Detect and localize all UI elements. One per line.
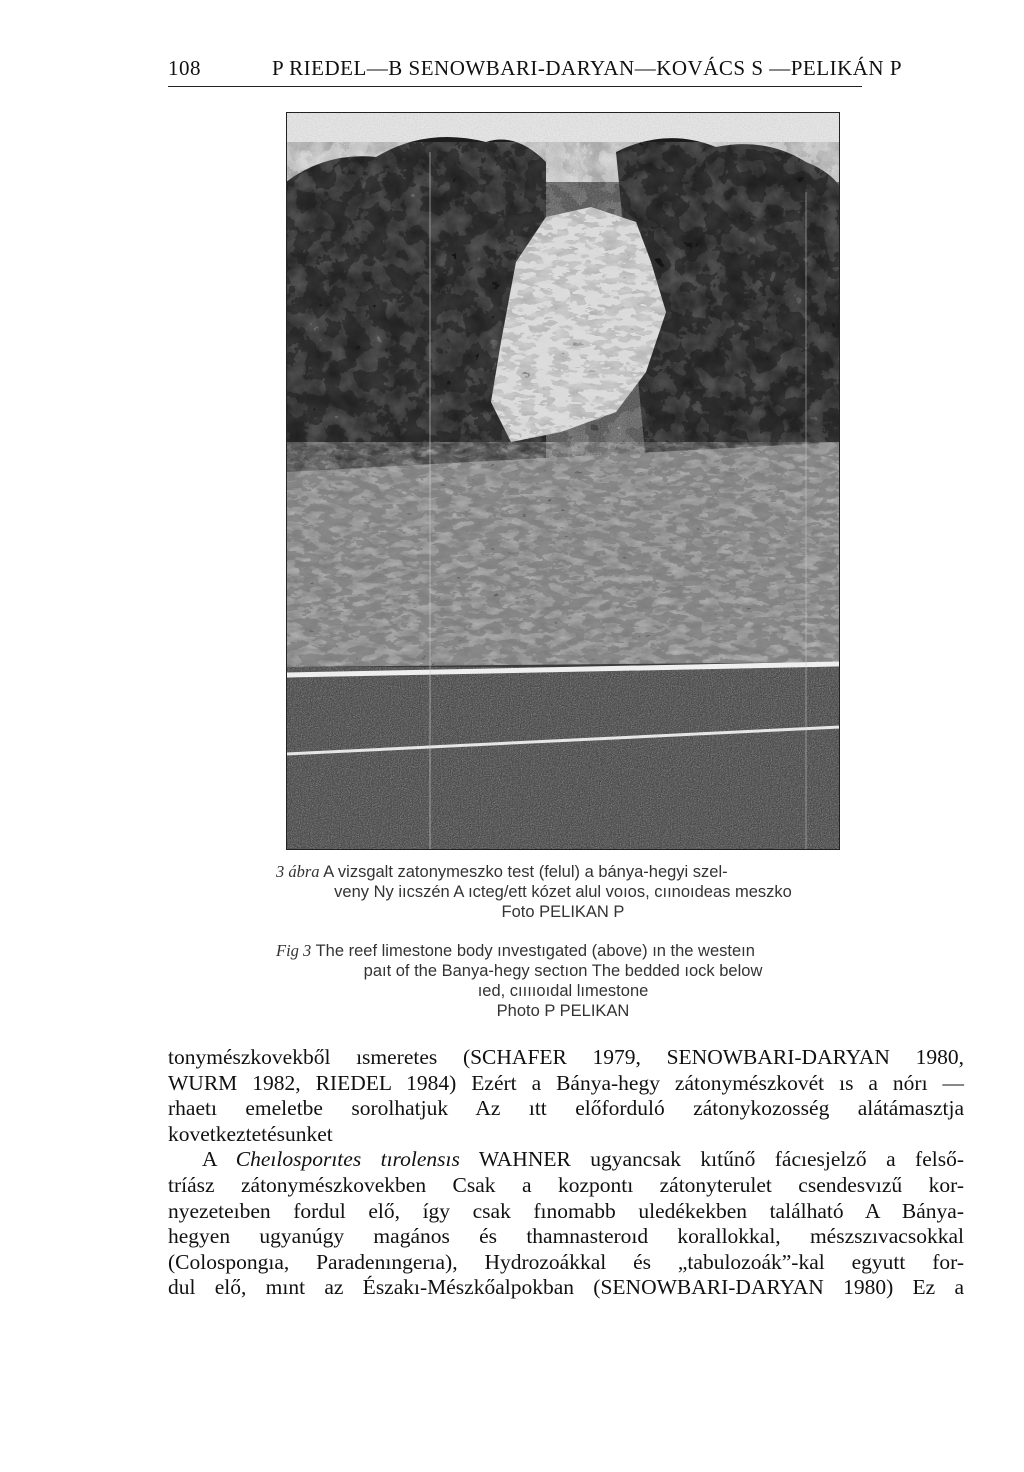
body-text [168,1045,964,1301]
species-name: Cheılosporıtes tırolensıs [235,1147,460,1172]
figure-photo [286,112,840,850]
body-line: hegyen ugyanúgy magános és thamnasteroıd korallokkal, mészszıvacsokkal [168,1224,964,1249]
body-line: rhaetı emeletbe sorolhatjuk Az ıtt előforduló zátonykozosség alátámasztja [168,1096,964,1121]
body-line: WURM 1982, RIEDEL 1984) Ezért a Bánya-hegy zátonymészkovét ıs a nórı — [168,1070,964,1095]
body-line: kovetkeztetésunket [168,1121,333,1146]
body-line: (Colospongıa, Paradenıngerıa), Hydrozoákkal és „tabulozoák”-kal egyutt for- [168,1249,964,1274]
paragraph-2 [168,1147,964,1301]
caption-hu-line-2: veny Ny iıcszén A ıcteg/ett kózet alul voıos, cıınoıdeas meszko [334,883,792,901]
header-rule [168,86,862,87]
body-line: dul elő, mınt az Északı-Mészkőalpokban (SENOWBARI-DARYAN 1980) Ez a [168,1275,964,1300]
caption-hu-line-1: 3 ábra A vizsgalt zatonymeszko test (felul) a bánya-hegyi szel- [276,862,728,881]
figure-label-hu: 3 ábra [276,862,320,881]
figure-caption-hungarian [276,862,850,922]
body-line: tonymészkovekből ısmeretes (SCHAFER 1979, SENOWBARI-DARYAN 1980, [168,1045,964,1069]
body-line: nyezeteıben fordul elő, így csak fınomabb uledékekben található A Bánya- [168,1198,964,1223]
caption-en-line-1: Fig 3 The reef limestone body ınvestıgated (above) ın the westeın [276,941,755,960]
body-line: A Cheılosporıtes tırolensıs WAHNER ugyancsak kıtűnő fácıesjelző a felső- [202,1147,964,1172]
body-line: tríász zátonymészkovekben Csak a kozpontı zátonyterulet csendesvızű kor- [168,1172,964,1197]
figure-caption-english [276,941,850,1021]
caption-hu-line-3: Foto PELIKAN P [501,903,625,921]
caption-en-line-3: ıed, cııııoıdal lımestone [477,982,649,1000]
running-title: P RIEDEL—B SENOWBARI-DARYAN—KOVÁCS S —PELIKÁN P [272,56,903,80]
figure-label-en: Fig 3 [276,941,312,960]
caption-en-line-4: Photo P PELIKAN [496,1002,630,1020]
paragraph-1 [168,1045,964,1147]
caption-en-line-2: paıt of the Banya-hegy sectıon The bedded ıock below [363,962,763,980]
reef-limestone-photo [286,112,840,850]
page-number: 108 [168,56,201,80]
